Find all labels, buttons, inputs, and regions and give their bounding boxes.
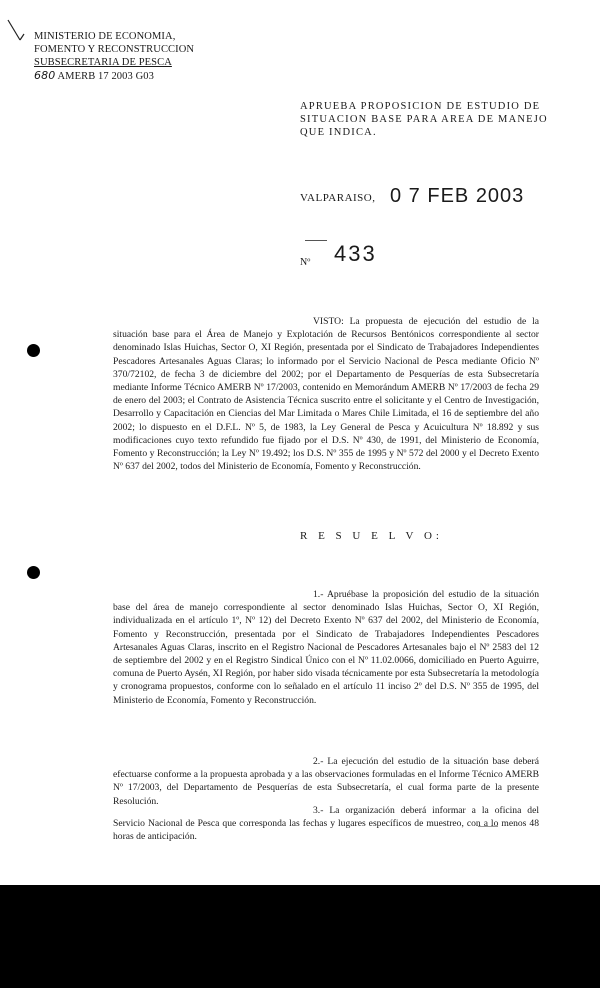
scan-smudge: [478, 826, 498, 827]
reference-line: [34, 69, 194, 83]
number-rule: [305, 240, 327, 241]
subsecretaria-line: SUBSECRETARIA DE PESCA: [34, 57, 172, 68]
letterhead: [34, 30, 194, 83]
resolution-number-label: Nº: [300, 257, 311, 268]
date-city: VALPARAISO,: [300, 192, 376, 204]
reference-code: AMERB 17 2003 G03: [57, 71, 154, 82]
date-stamp: 0 7 FEB 2003: [390, 185, 525, 207]
visto-paragraph: VISTO: La propuesta de ejecución del estudio de la situación base para el Área de Manejo y Explotación de Recursos Bentónicos correspondiente al sector denominado Islas Huichas, Sector O, XI Región, presentada por el Sindicato de Trabajadores Independientes Pescadores Artesanales Aguas Claras; lo informado por el Servicio Nacional de Pesca mediante Oficio Nº 370/72102, de fecha 3 de diciembre del 2002; por el Departamento de Pesquerías de esta Subsecretaría mediante Informe Técnico AMERB Nº 17/2003, contenido en Memorándum AMERB Nº 17/2003 de fecha 29 de enero del 2003; el Contrato de Asistencia Técnica suscrito entre el solicitante y el Centro de Investigación, Desarrollo y Capacitación en Ciencias del Mar Limitada o Mares Chile Limitada, el 16 de septiembre del año 2002; lo dispuesto en el D.F.L. Nº 5, de 1983, la Ley General de Pesca y Acuicultura Nº 18.892 y sus modificaciones cuyo texto refundido fue fijado por el D.S. Nº 430, de 1991, del Ministerio de Economía, Fomento y Reconstrucción; la Ley Nº 19.492; los D.S. Nº 355 de 1995 y Nº 572 del 2000 y el Decreto Exento Nº 637 del 2002, todos del Ministerio de Economía, Fomento y Reconstrucción.: [113, 316, 539, 473]
binder-hole-1: [27, 344, 40, 357]
resuelvo-item-1: 1.- Apruébase la proposición del estudio de la situación base del área de manejo correspondiente al sector denominado Islas Huichas, Sector O, XI Región, individualizada en el artículo 1º, Nº 12) del Decreto Exento Nº 637 del 2002, del Ministerio de Economía, Fomento y Reconstrucción, presentada por el Sindicato de Trabajadores Independientes Pescadores Artesanales Aguas Claras, inscrito en el Registro Nacional de Pescadores Artesanales bajo el Nº 2583 del 12 de septiembre del 2002 y en el Registro Sindical Único con el Nº 11.02.0066, domiciliado en Puerto Aguirre, comuna de Puerto Aysén, XI Región, por haber sido visada técnicamente por esta Subsecretaría la metodología y cronograma propuestos, conforme con lo señalado en el artículo 11 inciso 2º del D.S. Nº 355 de 1995, del Ministerio de Economía, Fomento y Reconstrucción.: [113, 589, 539, 706]
ministry-line-2: FOMENTO Y RECONSTRUCCION: [34, 44, 195, 55]
scan-black-margin: [0, 885, 600, 988]
ministry-line-1: MINISTERIO DE ECONOMIA,: [34, 31, 176, 42]
resuelvo-item-3: 3.- La organización deberá informar a la oficina del Servicio Nacional de Pesca que corresponda las fechas y lugares específicos de muestreo, con a lo menos 48 horas de anticipación.: [113, 805, 539, 843]
resuelvo-heading: R E S U E L V O:: [300, 530, 443, 542]
resolution-number: 433: [334, 241, 377, 266]
resuelvo-item-2: 2.- La ejecución del estudio de la situación base deberá efectuarse conforme a la propuesta aprobada y a las observaciones formuladas en el Informe Técnico AMERB Nº 17/2003, del Departamento de Pesquerías de esta Subsecretaría, el cual forma parte de la presente Resolución.: [113, 756, 539, 807]
binder-hole-2: [27, 566, 40, 579]
corner-tick-mark: [6, 18, 26, 44]
document-subject: APRUEBA PROPOSICION DE ESTUDIO DE SITUACION BASE PARA AREA DE MANEJO QUE INDICA.: [300, 101, 548, 138]
handwritten-reference: 680: [34, 69, 56, 82]
